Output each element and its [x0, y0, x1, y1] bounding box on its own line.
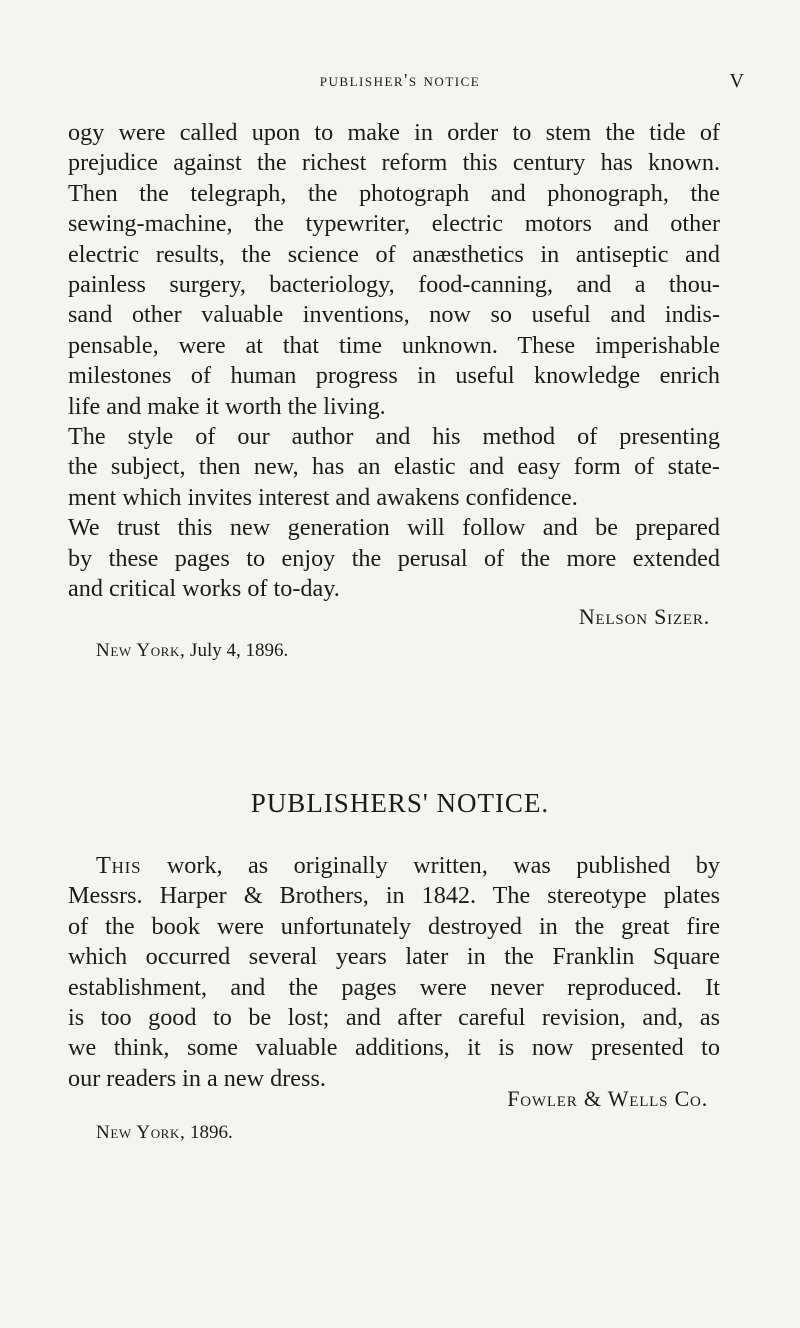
running-head-title: publisher's notice: [319, 70, 481, 90]
text-line: which occurred several years later in the Franklin Square: [68, 943, 720, 971]
text-line: Messrs. Harper & Brothers, in 1842. The stereotype plates: [68, 882, 720, 910]
text-line: establishment, and the pages were never reproduced. It: [68, 973, 720, 1001]
page-number: V: [729, 70, 744, 92]
text-line: by these pages to enjoy the perusal of the more extended: [68, 544, 720, 572]
dateline-two: [96, 1122, 233, 1144]
dateline-place: New York,: [96, 640, 186, 661]
text-line: electric results, the science of anæsthetics in antiseptic and: [68, 240, 720, 268]
text-line: life and make it worth the living.: [68, 392, 386, 420]
text-line: of the book were unfortunately destroyed in the great fire: [68, 912, 720, 940]
text-line: our readers in a new dress.: [68, 1064, 326, 1092]
text-line: sewing-machine, the typewriter, electric motors and other: [68, 210, 720, 238]
text-line: [68, 851, 720, 881]
text-line: sand other valuable inventions, now so useful and indis-: [68, 301, 720, 329]
text-line: is too good to be lost; and after careful revision, and, as: [68, 1004, 720, 1032]
text-line: we think, some valuable additions, it is now presented to: [68, 1034, 720, 1062]
text-line: milestones of human progress in useful knowledge enrich: [68, 362, 720, 390]
running-head: [0, 70, 800, 100]
text-line: the subject, then new, has an elastic and easy form of state-: [68, 453, 720, 481]
lead-word: This: [96, 852, 142, 879]
dateline-place: New York,: [96, 1122, 186, 1143]
text-line: painless surgery, bacteriology, food-canning, and a thou-: [68, 271, 720, 299]
section-two-body: [68, 851, 720, 1094]
section-one-body: [68, 118, 720, 605]
section-heading: PUBLISHERS' NOTICE.: [250, 788, 550, 818]
signature-nelson-sizer: Nelson Sizer.: [578, 604, 710, 629]
dateline-one: [96, 640, 288, 662]
first-line-rest: work, as originally written, was published by: [141, 852, 720, 879]
dateline-date: July 4, 1896.: [190, 640, 289, 661]
text-line: ogy were called upon to make in order to stem the tide of: [68, 119, 720, 146]
text-line: Then the telegraph, the photograph and phonograph, the: [68, 179, 720, 207]
dateline-date: 1896.: [190, 1122, 233, 1143]
text-line: We trust this new generation will follow and be prepared: [68, 514, 720, 542]
signature-fowler-wells: Fowler & Wells Co.: [507, 1086, 708, 1111]
text-line: pensable, were at that time unknown. These imperishable: [68, 331, 720, 359]
text-line: and critical works of to-day.: [68, 575, 340, 603]
text-line: prejudice against the richest reform this century has known.: [68, 149, 720, 177]
text-line: The style of our author and his method of presenting: [68, 423, 720, 451]
text-line: ment which invites interest and awakens confidence.: [68, 483, 578, 511]
